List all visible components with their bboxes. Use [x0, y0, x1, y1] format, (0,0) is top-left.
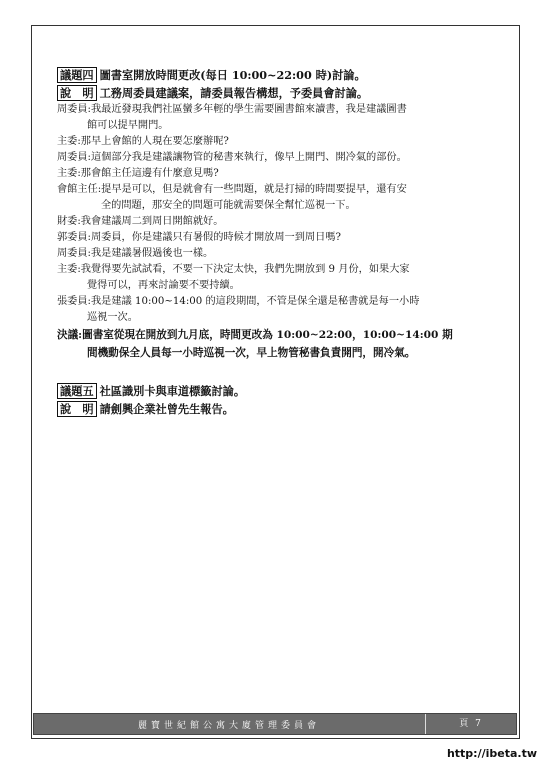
- footer-title: 麗寶世紀館公寓大廈管理委員會: [137, 721, 320, 731]
- item5-explain-text: 請劍興企業社曾先生報告。: [99, 402, 234, 416]
- item4-explain: [57, 84, 502, 102]
- dialogue-line: 覺得可以，再來討論要不要持續。: [87, 280, 240, 291]
- dialogue-line: 周委員:這個部分我是建議讓物管的秘書來執行，像早上開門、開冷氣的部份。: [57, 152, 407, 163]
- resolution-line: 間機動保全人員每一小時巡視一次，早上物管秘書負責開門，開冷氣。: [87, 347, 416, 359]
- dialogue-line: 全的問題，那安全的問題可能就需要保全幫忙巡視一下。: [101, 200, 356, 211]
- dialogue-line: 財委:我會建議周二到周日開館就好。: [57, 216, 224, 227]
- item4-title: 圖書室開放時間更改(每日 10:00~22:00 時)討論。: [99, 68, 366, 82]
- dialogue-line: 會館主任:提早是可以，但是就會有一些問題，就是打掃的時間要提早，還有安: [57, 184, 407, 195]
- dialogue-line: 張委員:我是建議 10:00~14:00 的這段期間，不管是保全還是秘書就是每一小時: [57, 296, 420, 307]
- watermark: http://ibeta.tw: [446, 747, 537, 760]
- dialogue-line: 主委:那會館主任這邊有什麼意見嗎?: [57, 168, 219, 179]
- page-number: 頁 7: [425, 714, 516, 734]
- item5-label: 議題五: [57, 383, 97, 399]
- item5-title: 社區識別卡與車道標籤討論。: [99, 384, 246, 398]
- item4-explain-label: 說 明: [57, 85, 97, 101]
- dialogue-line: 主委:那早上會館的人現在要怎麼辦呢?: [57, 136, 229, 147]
- item5-explain: [57, 400, 502, 418]
- resolution-line: 決議:圖書室從現在開放到九月底，時間更改為 10:00~22:00，10:00~14:00 期: [57, 329, 453, 341]
- item5-heading: [57, 382, 502, 400]
- dialogue-line: 周委員:我最近發現我們社區蠻多年輕的學生需要圖書館來讀書，我是建議圖書: [57, 104, 407, 115]
- page-footer: [33, 713, 517, 735]
- dialogue-line: 巡視一次。: [87, 312, 138, 323]
- document-body: [57, 66, 502, 418]
- dialogue-line: 郭委員:周委員，你是建議只有暑假的時候才開放周一到周日嗎?: [57, 232, 341, 243]
- item5-explain-label: 說 明: [57, 401, 97, 417]
- item4-explain-text: 工務周委員建議案，請委員報告構想，予委員會討論。: [99, 86, 369, 100]
- dialogue-line: 周委員:我是建議暑假過後也一樣。: [57, 248, 214, 259]
- dialogue-line: 館可以提早開門。: [87, 120, 169, 131]
- item4-label: 議題四: [57, 67, 97, 83]
- item4-heading: [57, 66, 502, 84]
- dialogue-line: 主委:我覺得要先試試看，不要一下決定太快，我們先開放到 9 月份，如果大家: [57, 264, 410, 275]
